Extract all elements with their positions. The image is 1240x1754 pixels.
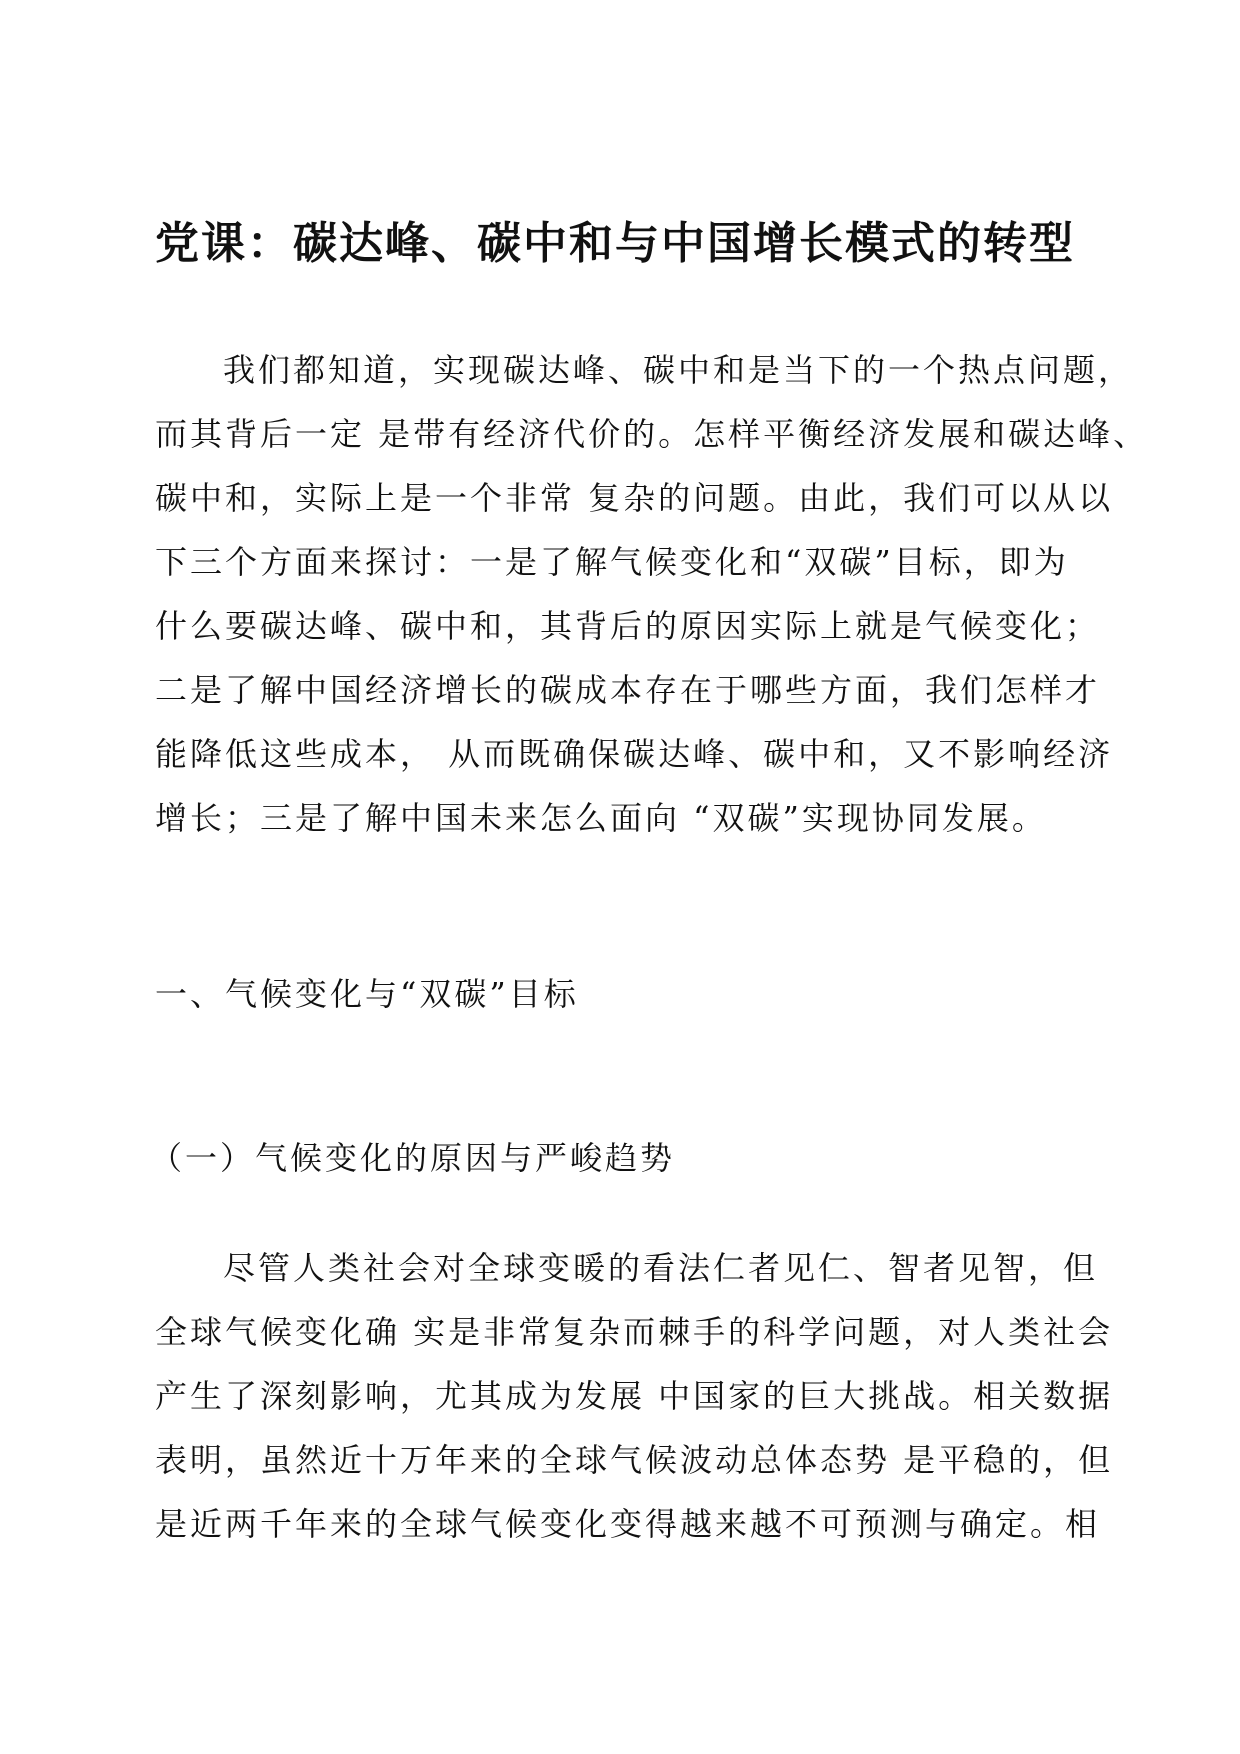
paragraph-line: 什么要碳达峰、碳中和，其背后的原因实际上就是气候变化； bbox=[155, 607, 1101, 645]
paragraph-line: 二是了解中国经济增长的碳成本存在于哪些方面，我们怎样才 bbox=[155, 671, 1101, 709]
paragraph-line: 增长；三是了解中国未来怎么面向 “双碳”实现协同发展。 bbox=[155, 799, 1047, 837]
paragraph-line: 碳中和，实际上是一个非常 复杂的问题。由此，我们可以从以 bbox=[155, 479, 1114, 517]
paragraph-line: 是近两千年来的全球气候变化变得越来越不可预测与确定。相 bbox=[155, 1505, 1101, 1543]
paragraph-line: 产生了深刻影响，尤其成为发展 中国家的巨大挑战。相关数据 bbox=[155, 1377, 1114, 1415]
subsection-heading: （一）气候变化的原因与严峻趋势 bbox=[150, 1139, 676, 1177]
paragraph-line: 我们都知道，实现碳达峰、碳中和是当下的一个热点问题， bbox=[223, 351, 1134, 389]
paragraph-line: 而其背后一定 是带有经济代价的。怎样平衡经济发展和碳达峰、 bbox=[155, 415, 1149, 453]
paragraph-line: 尽管人类社会对全球变暖的看法仁者见仁、智者见智，但 bbox=[223, 1249, 1099, 1287]
intro-paragraph bbox=[155, 338, 1149, 850]
paragraph-line: 下三个方面来探讨：一是了解气候变化和“双碳”目标，即为 bbox=[155, 543, 1069, 581]
document-title: 党课：碳达峰、碳中和与中国增长模式的转型 bbox=[155, 218, 1075, 269]
body-paragraph bbox=[155, 1236, 1114, 1556]
paragraph-line: 全球气候变化确 实是非常复杂而棘手的科学问题，对人类社会 bbox=[155, 1313, 1114, 1351]
section-heading: 一、气候变化与“双碳”目标 bbox=[155, 975, 579, 1013]
paragraph-line: 能降低这些成本， 从而既确保碳达峰、碳中和，又不影响经济 bbox=[155, 735, 1114, 773]
paragraph-line: 表明，虽然近十万年来的全球气候波动总体态势 是平稳的，但 bbox=[155, 1441, 1114, 1479]
